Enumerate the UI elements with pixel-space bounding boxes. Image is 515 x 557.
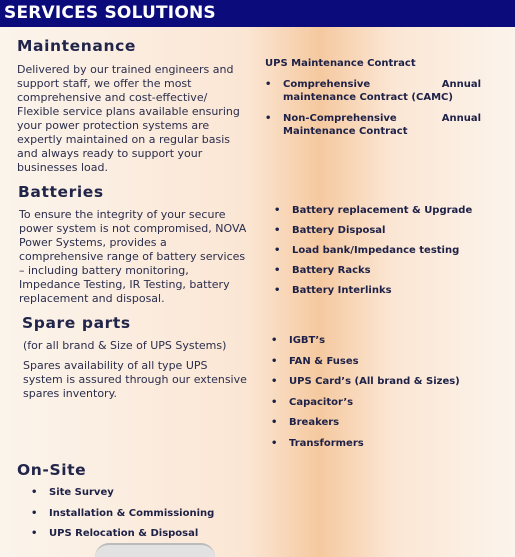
batteries-line: – including battery monitoring, [19, 264, 189, 277]
contract-term: Annual [441, 113, 481, 124]
list-item: • Site Survey [31, 487, 214, 508]
maintenance-line: and always ready to support your [17, 147, 203, 160]
maintenance-line: comprehensive and cost-effective/ [17, 91, 208, 104]
onsite-list [31, 487, 214, 549]
spare-parts-line: spares inventory. [23, 387, 118, 400]
spare-parts-paragraph [23, 359, 263, 401]
list-item: • FAN & Fuses [271, 356, 460, 377]
maintenance-line: businesses load. [17, 161, 108, 174]
list-item: • Load bank/Impedance testing [274, 245, 472, 265]
list-item: • Installation & Commissioning [31, 508, 214, 529]
contract-term: Annual [441, 79, 481, 90]
decorative-device-edge [95, 543, 215, 557]
maintenance-line: support staff, we offer the most [17, 77, 192, 90]
list-item: • Breakers [271, 417, 460, 438]
list-item: • IGBT’s [271, 335, 460, 356]
contract-name: • Non-Comprehensive [283, 113, 397, 124]
spare-parts-note: (for all brand & Size of UPS Systems) [23, 339, 227, 352]
list-item: • Capacitor’s [271, 397, 460, 418]
maintenance-line: Delivered by our trained engineers and [17, 63, 234, 76]
contract-detail: maintenance Contract (CAMC) [283, 92, 453, 103]
list-item: • Battery replacement & Upgrade [274, 205, 472, 225]
spare-parts-line: Spares availability of all type UPS [23, 359, 208, 372]
maintenance-line: Flexible service plans available ensuring [17, 105, 240, 118]
contract-name: • Comprehensive [283, 79, 371, 90]
list-item: • Battery Racks [274, 265, 472, 285]
header-title: SERVICES SOLUTIONS [4, 3, 216, 23]
batteries-line: comprehensive range of battery services [19, 250, 246, 263]
spare-parts-list [271, 335, 460, 459]
list-item [265, 78, 481, 104]
contract-detail: Maintenance Contract [283, 126, 408, 137]
batteries-line: power system is not compromised, NOVA [19, 222, 247, 235]
batteries-line: To ensure the integrity of your secure [19, 208, 226, 221]
batteries-line: Impedance Testing, IR Testing, battery [19, 278, 230, 291]
batteries-paragraph [19, 208, 255, 306]
list-item: • UPS Relocation & Disposal [31, 528, 214, 549]
contract-list [265, 78, 481, 138]
onsite-title: On-Site [17, 461, 87, 479]
spare-parts-line: system is assured through our extensive [23, 373, 247, 386]
maintenance-paragraph [17, 63, 246, 175]
maintenance-line: expertly maintained on a regular basis [17, 133, 231, 146]
list-item: • Battery Disposal [274, 225, 472, 245]
maintenance-title: Maintenance [17, 37, 136, 55]
list-item [265, 112, 481, 138]
list-item: • UPS Card’s (All brand & Sizes) [271, 376, 460, 397]
list-item: • Battery Interlinks [274, 285, 472, 305]
batteries-list [274, 205, 472, 305]
maintenance-line: your power protection systems are [17, 119, 210, 132]
spare-parts-title: Spare parts [22, 314, 131, 332]
batteries-line: replacement and disposal. [19, 292, 165, 305]
batteries-title: Batteries [18, 183, 104, 201]
list-item: • Transformers [271, 438, 460, 459]
services-header [0, 0, 515, 27]
contract-heading: UPS Maintenance Contract [265, 58, 416, 69]
batteries-line: Power Systems, provides a [19, 236, 167, 249]
